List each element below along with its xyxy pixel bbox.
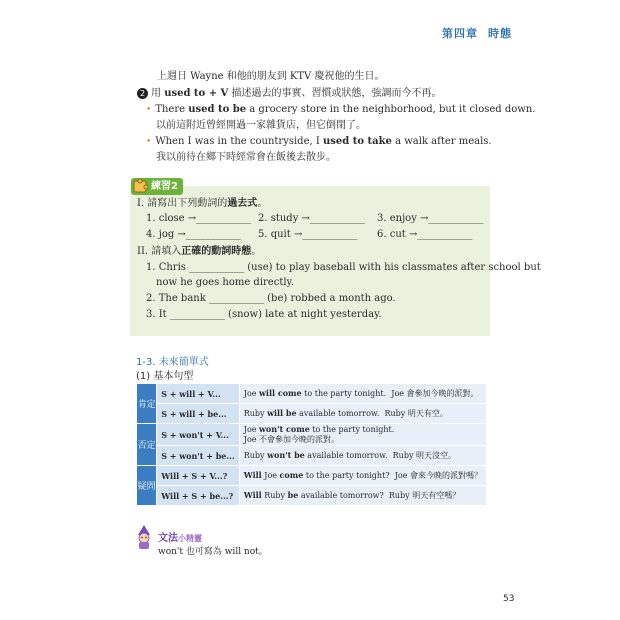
table-row — [137, 384, 487, 404]
ex-zh: Ruby 明天沒空。 — [392, 451, 456, 460]
example-2-post: a walk after meals. — [391, 136, 492, 147]
bullet-icon: • — [146, 105, 152, 115]
rule-2-pre: 用 — [151, 88, 165, 99]
example-1-en — [146, 103, 536, 117]
ex-post: to the party tonight. — [301, 389, 387, 398]
ex-post: available tomorrow? — [298, 491, 384, 500]
ex-post: available tomorrow. — [304, 451, 388, 460]
grammar-table — [136, 383, 487, 506]
table-row — [137, 446, 487, 466]
section-subtitle: (1) 基本句型 — [136, 371, 194, 382]
exercise-item: 2. The bank ___________ (be) robbed a month ago. — [146, 293, 396, 304]
example-cell — [239, 384, 486, 404]
ex-mid: Joe — [261, 471, 280, 480]
ex-bold-2: be — [287, 490, 299, 500]
ex-bold: won't be — [267, 450, 305, 460]
intro-line: 上週日 Wayne 和他的朋友到 KTV 慶祝他的生日。 — [157, 71, 385, 82]
example-cell — [239, 466, 486, 486]
example-cell — [239, 446, 486, 466]
ex-zh: Joe 不會參加今晚的派對。 — [243, 435, 340, 444]
table-row — [137, 466, 487, 486]
formula-cell: S + will + V... — [157, 384, 240, 404]
ex-zh: Ruby 明天有空。 — [384, 409, 448, 418]
row-label-affirmative: 肯定 — [137, 384, 157, 424]
part-1-bold: 過去式 — [227, 198, 258, 209]
ex-bold: Will — [243, 490, 262, 500]
ex-zh: Joe 會參加今晚的派對。 — [391, 389, 479, 398]
exercise-item: 5. quit →___________ — [258, 229, 358, 240]
part-1-post: 。 — [257, 198, 268, 209]
example-1-post: a grocery store in the neighborhood, but it closed down. — [246, 104, 536, 115]
puzzle-icon — [133, 178, 149, 194]
example-cell — [239, 424, 486, 446]
exercise-item: 2. study →___________ — [258, 213, 365, 224]
rule-2-bold: used to + V — [164, 88, 229, 99]
exercise-item: 6. cut →___________ — [377, 229, 473, 240]
ex-pre: Ruby — [243, 409, 268, 418]
bullet-icon: • — [146, 137, 152, 147]
ex-bold: will come — [259, 388, 302, 398]
exercise-item: 3. enjoy →___________ — [377, 213, 484, 224]
example-2-en — [146, 135, 492, 149]
formula-cell: Will + S + V...? — [157, 466, 240, 486]
ex-post: available tomorrow. — [296, 409, 380, 418]
formula-cell: S + won't + be... — [157, 446, 240, 466]
example-1-pre: There — [155, 104, 189, 115]
practice-part-1 — [137, 198, 267, 210]
example-2-pre: When I was in the countryside, I — [155, 136, 323, 147]
section-title: 1-3. 未來簡單式 — [136, 357, 209, 368]
example-cell — [239, 404, 486, 424]
part-1-pre: I. 請寫出下列動詞的 — [137, 198, 228, 209]
ex-pre: Joe — [243, 425, 260, 434]
tip-title-main: 文法 — [158, 533, 178, 544]
formula-cell: Will + S + be...? — [157, 486, 240, 506]
ex-mid: Ruby — [261, 491, 288, 500]
ex-zh: Joe 會來今晚的派對嗎？ — [394, 471, 482, 480]
rule-number-marker: 2 — [137, 88, 148, 99]
practice-part-2 — [137, 246, 261, 258]
wizard-mascot-icon — [134, 525, 154, 549]
ex-bold-2: come — [279, 470, 304, 480]
ex-zh: Ruby 明天有空嗎？ — [388, 491, 461, 500]
tip-title — [158, 529, 202, 544]
rule-2 — [137, 87, 442, 100]
exercise-item: 4. jog →___________ — [146, 229, 241, 240]
table-row — [137, 404, 487, 424]
ex-bold: Will — [243, 470, 262, 480]
tip-title-small: 小精靈 — [178, 534, 202, 543]
table-row — [137, 486, 487, 506]
chapter-label: 第四章 — [442, 27, 478, 40]
exercise-item: 1. Chris ___________ (use) to play baseball with his classmates after school but — [146, 262, 541, 273]
ex-bold: will be — [267, 408, 297, 418]
example-1-bold: used to be — [188, 104, 247, 115]
formula-cell: S + won't + V... — [157, 424, 240, 446]
ex-post: to the party tonight? — [303, 471, 390, 480]
chapter-header — [432, 25, 512, 41]
formula-cell: S + will + be... — [157, 404, 240, 424]
table-row — [137, 424, 487, 446]
chapter-topic: 時態 — [488, 27, 512, 40]
exercise-item: now he goes home directly. — [156, 277, 295, 288]
example-2-bold: used to take — [323, 136, 392, 147]
ex-post: to the party tonight. — [309, 425, 395, 434]
page-number: 53 — [503, 594, 515, 604]
rule-2-post: 描述過去的事實、習慣或狀態，強調而今不再。 — [228, 88, 442, 99]
ex-bold: won't come — [259, 424, 310, 434]
example-2-zh: 我以前待在鄉下時經常會在飯後去散步。 — [156, 152, 336, 163]
exercise-item: 1. close →___________ — [146, 213, 252, 224]
row-label-negative: 否定 — [137, 424, 157, 466]
row-label-question: 疑問 — [137, 466, 157, 506]
exercise-item: 3. It ___________ (snow) late at night yesterday. — [146, 309, 382, 320]
part-2-post: 。 — [251, 246, 262, 257]
ex-pre: Joe — [243, 389, 260, 398]
example-1-zh: 以前這附近曾經開過一家雜貨店，但它倒閉了。 — [156, 120, 366, 131]
ex-pre: Ruby — [243, 451, 268, 460]
part-2-bold: 正確的動詞時態 — [181, 246, 252, 257]
part-2-pre: II. 請填入 — [137, 246, 182, 257]
example-cell — [239, 486, 486, 506]
tip-text: won't 也可寫為 will not。 — [158, 547, 268, 557]
practice-tab: 練習2 — [131, 178, 183, 195]
